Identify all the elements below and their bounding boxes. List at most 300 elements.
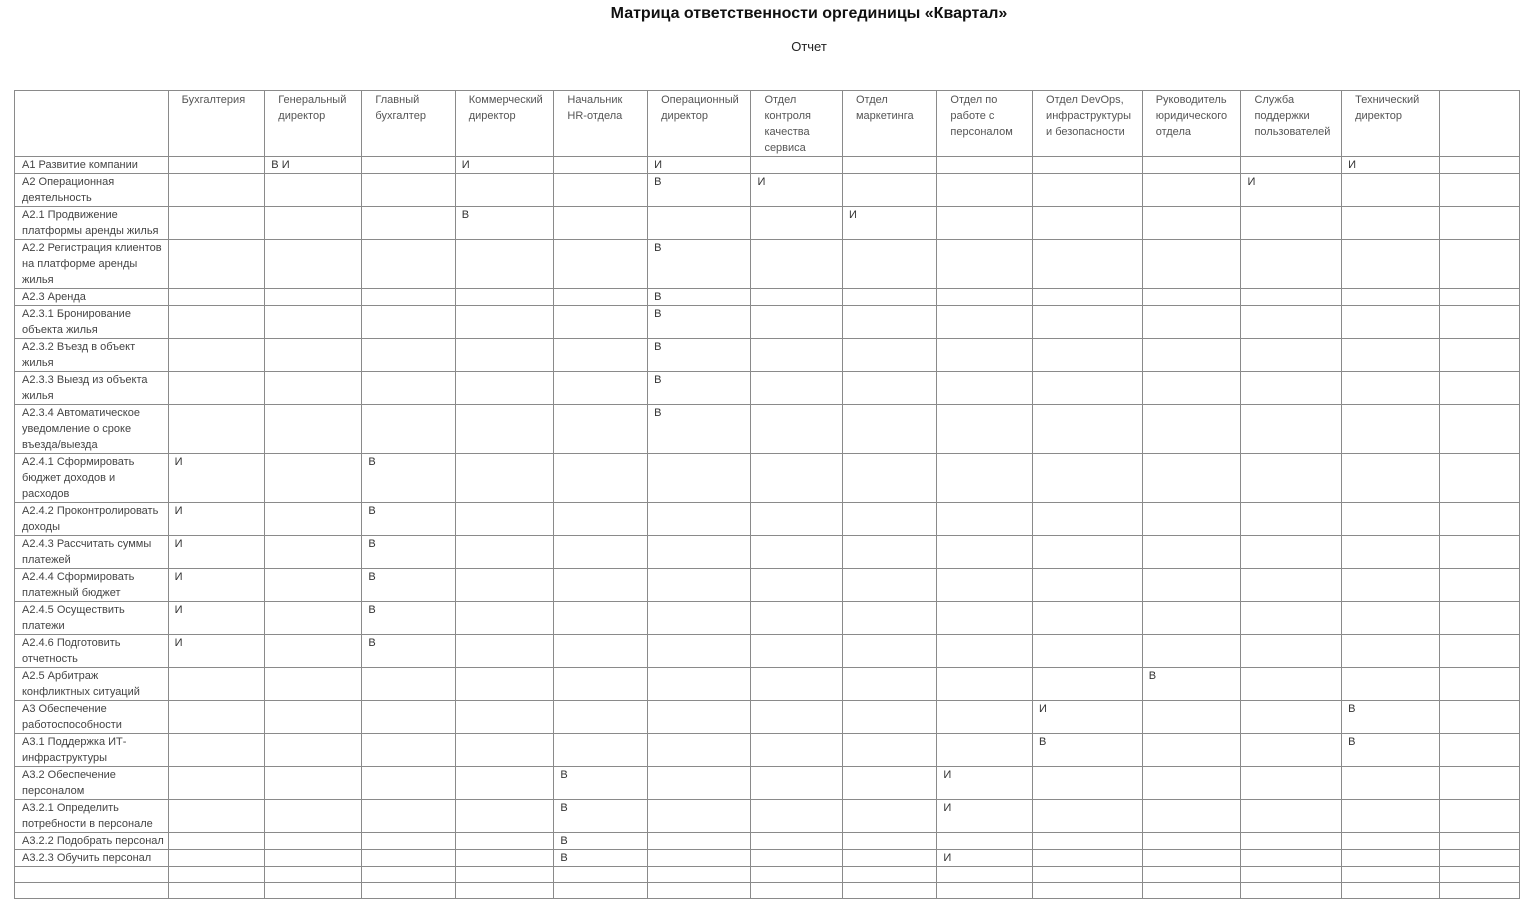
matrix-cell: [937, 668, 1033, 701]
matrix-cell: [842, 867, 936, 883]
matrix-cell: [168, 240, 265, 289]
matrix-cell: [265, 339, 362, 372]
matrix-cell: [1439, 306, 1519, 339]
matrix-cell: [1142, 207, 1241, 240]
matrix-cell: И: [1342, 157, 1440, 174]
matrix-cell: [842, 668, 936, 701]
matrix-cell: [1241, 454, 1342, 503]
matrix-cell: [1439, 289, 1519, 306]
matrix-cell: [554, 536, 648, 569]
matrix-cell: [937, 734, 1033, 767]
matrix-cell: [265, 240, 362, 289]
matrix-cell: [362, 668, 455, 701]
matrix-cell: [1033, 536, 1143, 569]
row-label: А3 Обеспечение работоспособности: [15, 701, 169, 734]
matrix-cell: [937, 883, 1033, 899]
matrix-cell: [265, 883, 362, 899]
matrix-cell: В: [554, 800, 648, 833]
matrix-cell: [168, 734, 265, 767]
matrix-cell: [937, 536, 1033, 569]
matrix-cell: [554, 503, 648, 536]
matrix-cell: [1142, 306, 1241, 339]
matrix-cell: [1142, 454, 1241, 503]
matrix-cell: [265, 800, 362, 833]
matrix-cell: [265, 867, 362, 883]
matrix-cell: [1439, 867, 1519, 883]
matrix-cell: [1241, 503, 1342, 536]
matrix-cell: [168, 339, 265, 372]
matrix-cell: [1033, 668, 1143, 701]
column-header: Коммерческий директор: [455, 91, 554, 157]
matrix-cell: В: [1033, 734, 1143, 767]
matrix-cell: [362, 850, 455, 867]
matrix-cell: [168, 833, 265, 850]
matrix-cell: [751, 883, 843, 899]
matrix-cell: И: [168, 536, 265, 569]
matrix-cell: [554, 405, 648, 454]
matrix-cell: [648, 883, 751, 899]
matrix-cell: [362, 833, 455, 850]
row-label: А1 Развитие компании: [15, 157, 169, 174]
matrix-cell: [265, 372, 362, 405]
table-row: [15, 157, 1520, 174]
table-row: [15, 833, 1520, 850]
matrix-cell: [1033, 569, 1143, 602]
matrix-cell: В: [1342, 701, 1440, 734]
matrix-cell: [168, 701, 265, 734]
matrix-cell: [1342, 602, 1440, 635]
matrix-cell: [1142, 339, 1241, 372]
matrix-cell: [648, 207, 751, 240]
matrix-cell: [168, 767, 265, 800]
matrix-cell: [1142, 767, 1241, 800]
matrix-cell: [1033, 289, 1143, 306]
matrix-cell: [1342, 503, 1440, 536]
matrix-cell: [842, 536, 936, 569]
matrix-cell: [265, 602, 362, 635]
matrix-cell: [554, 569, 648, 602]
matrix-cell: И: [1241, 174, 1342, 207]
column-header: Руководитель юридического отдела: [1142, 91, 1241, 157]
matrix-cell: [554, 867, 648, 883]
column-header: Служба поддержки пользователей: [1241, 91, 1342, 157]
matrix-cell: [1342, 536, 1440, 569]
table-row: [15, 405, 1520, 454]
row-label: А2.1 Продвижение платформы аренды жилья: [15, 207, 169, 240]
matrix-cell: [362, 157, 455, 174]
matrix-cell: [648, 850, 751, 867]
matrix-cell: [1439, 454, 1519, 503]
matrix-cell: В: [648, 405, 751, 454]
matrix-cell: [1439, 734, 1519, 767]
matrix-cell: [455, 306, 554, 339]
matrix-cell: [265, 454, 362, 503]
row-label: А3.2.1 Определить потребности в персонале: [15, 800, 169, 833]
matrix-cell: [455, 734, 554, 767]
row-label: [15, 883, 169, 899]
report-title: Матрица ответственности оргединицы «Квартал»: [610, 5, 1008, 22]
matrix-cell: [362, 207, 455, 240]
table-row: [15, 734, 1520, 767]
row-label: А2.3.2 Въезд в объект жилья: [15, 339, 169, 372]
matrix-cell: [937, 339, 1033, 372]
matrix-cell: И: [937, 767, 1033, 800]
table-row: [15, 454, 1520, 503]
matrix-cell: [842, 833, 936, 850]
matrix-cell: [648, 734, 751, 767]
column-header: Отдел маркетинга: [842, 91, 936, 157]
column-header: Главный бухгалтер: [362, 91, 455, 157]
matrix-cell: [265, 701, 362, 734]
table-row: [15, 883, 1520, 899]
matrix-cell: [1142, 734, 1241, 767]
matrix-cell: И: [455, 157, 554, 174]
matrix-cell: [1342, 405, 1440, 454]
matrix-cell: [1342, 174, 1440, 207]
header-row: [15, 91, 1520, 157]
matrix-cell: [842, 850, 936, 867]
table-row: [15, 372, 1520, 405]
matrix-cell: [168, 207, 265, 240]
matrix-cell: [842, 372, 936, 405]
matrix-cell: И: [842, 207, 936, 240]
matrix-cell: [648, 668, 751, 701]
matrix-cell: И: [168, 569, 265, 602]
matrix-cell: [1342, 800, 1440, 833]
matrix-cell: [842, 569, 936, 602]
matrix-cell: [937, 207, 1033, 240]
matrix-cell: [937, 635, 1033, 668]
matrix-cell: И: [168, 454, 265, 503]
matrix-cell: [1439, 372, 1519, 405]
matrix-cell: [1142, 503, 1241, 536]
matrix-cell: [455, 536, 554, 569]
matrix-cell: В: [362, 635, 455, 668]
matrix-cell: В: [554, 850, 648, 867]
matrix-cell: [842, 701, 936, 734]
column-header: Операционный директор: [648, 91, 751, 157]
matrix-cell: [1342, 339, 1440, 372]
matrix-cell: [1342, 867, 1440, 883]
matrix-cell: [937, 372, 1033, 405]
responsibility-matrix-table: [14, 90, 1520, 899]
matrix-cell: [751, 867, 843, 883]
matrix-cell: [362, 800, 455, 833]
matrix-cell: [1241, 635, 1342, 668]
matrix-cell: [1033, 174, 1143, 207]
matrix-cell: [842, 306, 936, 339]
matrix-cell: В: [1342, 734, 1440, 767]
matrix-cell: [265, 207, 362, 240]
matrix-cell: [168, 289, 265, 306]
matrix-cell: [1033, 503, 1143, 536]
matrix-cell: [937, 405, 1033, 454]
matrix-cell: [648, 833, 751, 850]
matrix-cell: [554, 207, 648, 240]
matrix-cell: [842, 503, 936, 536]
matrix-cell: [1142, 289, 1241, 306]
matrix-cell: В: [648, 289, 751, 306]
matrix-cell: [168, 850, 265, 867]
report-subtitle: Отчет: [791, 39, 827, 54]
matrix-cell: [751, 734, 843, 767]
table-row: [15, 289, 1520, 306]
matrix-cell: [1033, 405, 1143, 454]
matrix-cell: [265, 289, 362, 306]
matrix-cell: [937, 240, 1033, 289]
matrix-cell: [648, 635, 751, 668]
matrix-cell: В: [1142, 668, 1241, 701]
matrix-cell: И: [168, 635, 265, 668]
matrix-cell: [1241, 701, 1342, 734]
matrix-cell: [1342, 850, 1440, 867]
matrix-cell: [1439, 767, 1519, 800]
row-label: А2.5 Арбитраж конфликтных ситуаций: [15, 668, 169, 701]
matrix-cell: [937, 569, 1033, 602]
matrix-cell: [554, 372, 648, 405]
matrix-cell: [455, 668, 554, 701]
matrix-cell: В: [648, 174, 751, 207]
column-header: Отдел DevOps, инфраструктуры и безопасности: [1033, 91, 1143, 157]
table-row: [15, 174, 1520, 207]
matrix-cell: [1241, 240, 1342, 289]
matrix-cell: [265, 734, 362, 767]
matrix-cell: [1439, 701, 1519, 734]
matrix-cell: [937, 174, 1033, 207]
matrix-cell: [362, 767, 455, 800]
matrix-cell: [842, 454, 936, 503]
matrix-cell: [842, 339, 936, 372]
table-row: [15, 668, 1520, 701]
table-row: [15, 800, 1520, 833]
matrix-cell: [937, 157, 1033, 174]
matrix-cell: [751, 405, 843, 454]
matrix-cell: [554, 306, 648, 339]
matrix-cell: И: [168, 602, 265, 635]
matrix-cell: [554, 339, 648, 372]
matrix-cell: [168, 883, 265, 899]
matrix-cell: [1142, 867, 1241, 883]
matrix-cell: [648, 536, 751, 569]
matrix-cell: [455, 867, 554, 883]
matrix-cell: [1439, 503, 1519, 536]
matrix-cell: [937, 602, 1033, 635]
column-header: Отдел контроля качества сервиса: [751, 91, 843, 157]
matrix-cell: [751, 240, 843, 289]
matrix-cell: [168, 867, 265, 883]
matrix-cell: [1142, 833, 1241, 850]
table-row: [15, 767, 1520, 800]
table-row: [15, 867, 1520, 883]
matrix-cell: [1241, 306, 1342, 339]
matrix-cell: [168, 800, 265, 833]
matrix-cell: [455, 883, 554, 899]
matrix-cell: [1142, 569, 1241, 602]
matrix-cell: И: [168, 503, 265, 536]
matrix-cell: [265, 850, 362, 867]
column-header: Технический директор: [1342, 91, 1440, 157]
matrix-cell: [1439, 405, 1519, 454]
matrix-cell: [1342, 454, 1440, 503]
matrix-cell: [362, 405, 455, 454]
matrix-cell: [455, 289, 554, 306]
table-row: [15, 240, 1520, 289]
matrix-cell: [937, 833, 1033, 850]
row-label: А2.4.3 Рассчитать суммы платежей: [15, 536, 169, 569]
matrix-cell: [937, 289, 1033, 306]
matrix-cell: И: [1033, 701, 1143, 734]
matrix-cell: [1033, 800, 1143, 833]
matrix-cell: [1439, 850, 1519, 867]
matrix-cell: [455, 701, 554, 734]
matrix-cell: [1439, 635, 1519, 668]
matrix-cell: [648, 503, 751, 536]
matrix-cell: [1142, 405, 1241, 454]
matrix-cell: [751, 339, 843, 372]
table-row: [15, 569, 1520, 602]
matrix-cell: [751, 207, 843, 240]
matrix-cell: В: [362, 454, 455, 503]
matrix-cell: [842, 635, 936, 668]
matrix-cell: В: [362, 602, 455, 635]
matrix-cell: [1241, 850, 1342, 867]
matrix-cell: [1033, 635, 1143, 668]
matrix-cell: [1033, 372, 1143, 405]
matrix-cell: [1142, 883, 1241, 899]
table-row: [15, 850, 1520, 867]
matrix-cell: [1033, 339, 1143, 372]
matrix-cell: [265, 767, 362, 800]
matrix-cell: [455, 454, 554, 503]
matrix-cell: [554, 454, 648, 503]
matrix-cell: [455, 405, 554, 454]
matrix-cell: В: [648, 339, 751, 372]
matrix-cell: [554, 602, 648, 635]
row-label: А2.4.6 Подготовить отчетность: [15, 635, 169, 668]
matrix-cell: [362, 372, 455, 405]
matrix-cell: [1241, 339, 1342, 372]
matrix-cell: [1241, 372, 1342, 405]
header-corner-cell: [15, 91, 169, 157]
matrix-cell: [648, 602, 751, 635]
matrix-cell: [1342, 668, 1440, 701]
matrix-cell: [751, 503, 843, 536]
matrix-cell: В: [455, 207, 554, 240]
matrix-cell: [842, 800, 936, 833]
matrix-cell: [648, 569, 751, 602]
matrix-cell: [554, 883, 648, 899]
matrix-cell: [1439, 883, 1519, 899]
table-row: [15, 306, 1520, 339]
matrix-cell: [1142, 635, 1241, 668]
matrix-cell: И: [648, 157, 751, 174]
matrix-cell: [554, 174, 648, 207]
matrix-cell: [1241, 734, 1342, 767]
matrix-cell: В И: [265, 157, 362, 174]
matrix-cell: [362, 306, 455, 339]
matrix-cell: [842, 157, 936, 174]
table-row: [15, 635, 1520, 668]
matrix-cell: [455, 800, 554, 833]
matrix-cell: В: [648, 306, 751, 339]
matrix-cell: [1241, 668, 1342, 701]
row-label: [15, 867, 169, 883]
matrix-cell: [455, 833, 554, 850]
matrix-cell: [168, 306, 265, 339]
matrix-cell: [842, 240, 936, 289]
matrix-cell: [265, 569, 362, 602]
matrix-cell: [554, 668, 648, 701]
matrix-cell: [1439, 240, 1519, 289]
matrix-cell: [1142, 701, 1241, 734]
matrix-cell: [1033, 454, 1143, 503]
row-label: А3.1 Поддержка ИТ-инфраструктуры: [15, 734, 169, 767]
table-row: [15, 701, 1520, 734]
matrix-cell: [455, 372, 554, 405]
matrix-cell: [1342, 372, 1440, 405]
matrix-cell: [1439, 157, 1519, 174]
matrix-cell: [842, 883, 936, 899]
table-row: [15, 207, 1520, 240]
matrix-cell: [168, 372, 265, 405]
matrix-body: [15, 157, 1520, 899]
matrix-cell: [1142, 174, 1241, 207]
matrix-cell: [1033, 833, 1143, 850]
matrix-cell: [1033, 767, 1143, 800]
matrix-cell: [554, 240, 648, 289]
matrix-cell: [842, 602, 936, 635]
matrix-cell: [1439, 174, 1519, 207]
matrix-cell: [455, 174, 554, 207]
matrix-cell: [751, 767, 843, 800]
matrix-cell: [362, 867, 455, 883]
matrix-cell: [751, 372, 843, 405]
matrix-cell: [1241, 767, 1342, 800]
matrix-cell: [1241, 207, 1342, 240]
matrix-cell: [1241, 867, 1342, 883]
row-label: А3.2.3 Обучить персонал: [15, 850, 169, 867]
matrix-cell: [1342, 306, 1440, 339]
matrix-cell: [842, 174, 936, 207]
matrix-cell: [554, 701, 648, 734]
matrix-cell: [937, 503, 1033, 536]
matrix-cell: В: [554, 833, 648, 850]
matrix-cell: [1342, 240, 1440, 289]
matrix-cell: [265, 635, 362, 668]
matrix-cell: [265, 668, 362, 701]
matrix-cell: В: [362, 536, 455, 569]
matrix-cell: [1241, 883, 1342, 899]
matrix-cell: [751, 602, 843, 635]
matrix-cell: [362, 339, 455, 372]
matrix-cell: [1342, 569, 1440, 602]
matrix-cell: [648, 767, 751, 800]
matrix-cell: [554, 289, 648, 306]
matrix-cell: [1342, 883, 1440, 899]
matrix-cell: [1033, 157, 1143, 174]
matrix-cell: [1142, 157, 1241, 174]
matrix-cell: [1241, 569, 1342, 602]
row-label: А2.3.4 Автоматическое уведомление о сроке въезда/выезда: [15, 405, 169, 454]
table-row: [15, 536, 1520, 569]
matrix-cell: [554, 635, 648, 668]
matrix-cell: [1142, 800, 1241, 833]
matrix-cell: [1033, 207, 1143, 240]
matrix-cell: [1033, 850, 1143, 867]
matrix-cell: [265, 536, 362, 569]
matrix-cell: [265, 306, 362, 339]
matrix-cell: [751, 668, 843, 701]
